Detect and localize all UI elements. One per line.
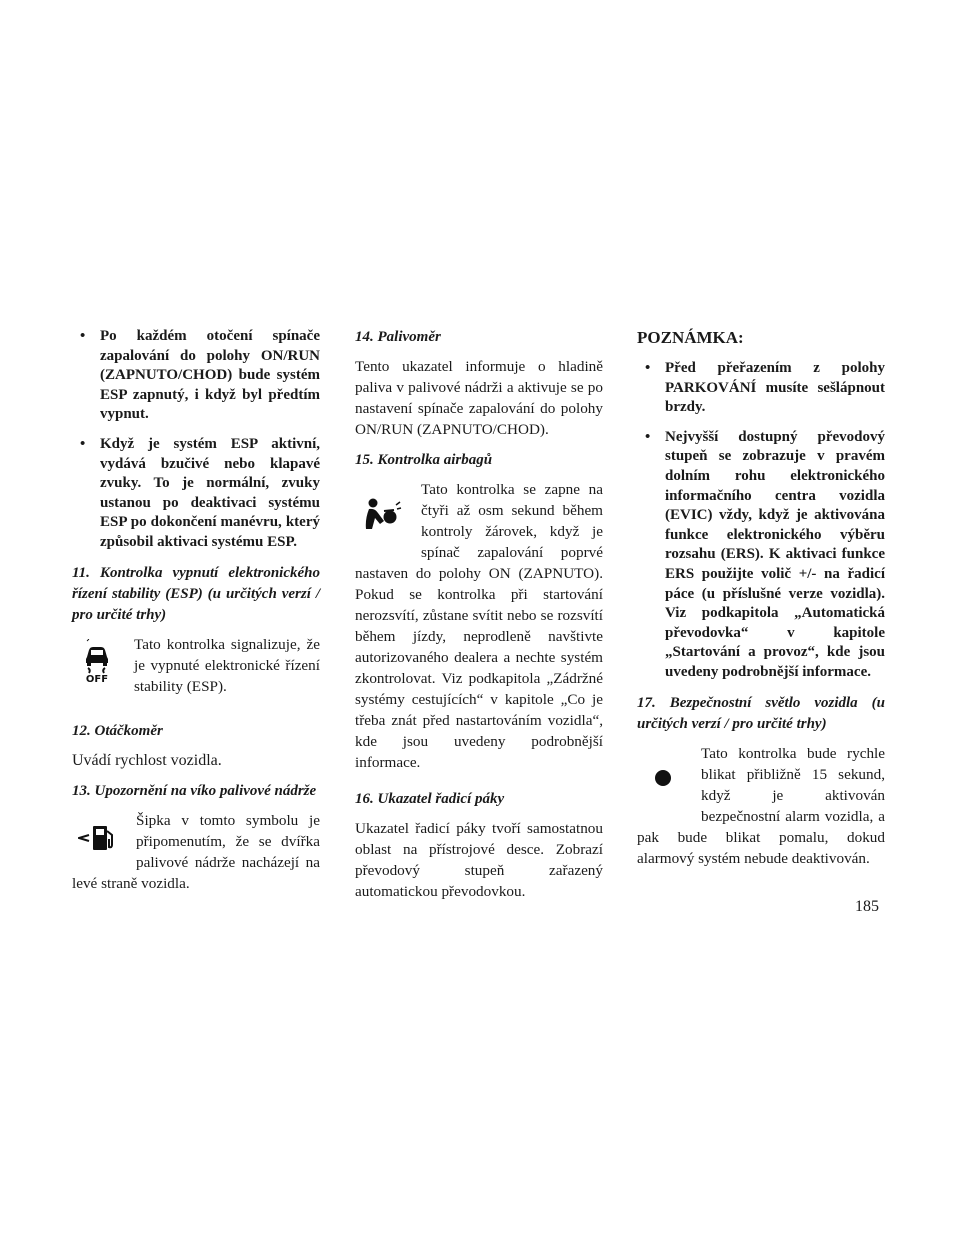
fuel-gauge-heading: 14. Palivoměr xyxy=(355,329,441,345)
esp-off-warning-icon xyxy=(72,634,122,688)
fuelcap-text: Šipka v tomto symbolu je připomenutím, že se dvířka palivové nádrže nacházejí na levé straně vozidla. xyxy=(72,811,320,892)
bullet-text: Když je systém ESP aktivní, vydává bzučivé nebo klapavé zvuky. To je normální, zvuky ustanou po deaktivaci systému ESP po dokončení manévru, který způsobil aktivaci systému ESP. xyxy=(100,435,320,550)
esp-off-text: Tato kontrolka signalizuje, že je vypnuté elektronické řízení stability (ESP). xyxy=(134,635,320,695)
gear-indicator-text: Ukazatel řadicí páky tvoří samostatnou oblast na přístrojové desce. Zobrazí převodový stupeň zařazený automatickou převodovkou. xyxy=(355,820,603,900)
bullet-text: Před přeřazením z polohy PARKOVÁNÍ musíte sešlápnout brzdy. xyxy=(665,360,885,416)
tacho-text: Uvádí rychlost vozidla. xyxy=(72,751,222,769)
note-bullet-2 xyxy=(637,428,885,683)
note-title: POZNÁMKA: xyxy=(637,328,744,347)
bullet-dot: • xyxy=(645,428,651,445)
column-right xyxy=(637,327,885,879)
fuelcap-heading: 13. Upozornění na víko palivové nádrže xyxy=(72,782,317,799)
airbag-heading: 15. Kontrolka airbagů xyxy=(355,452,493,468)
esp-off-heading: 11. Kontrolka vypnutí elektronického řízení stability (ESP) (u určitých verzí / pro určité trhy) xyxy=(72,564,320,623)
esp-bullet-2 xyxy=(72,435,320,553)
airbag-text: Tato kontrolka se zapne na čtyři až osm sekund během kontroly žárovek, když je spínač zapalování poprvé nastaven do polohy ON (ZAPNUTO). Pokud se kontrolka při startování nerozsvítí, zůstane svítit nebo se rozsvítí během jízdy, neprodleně navštivte autorizovaného dealera a nechte systém zkontrolovat. Viz podkapitola „Zádržné systémy cestujících“ v kapitole „Co je třeba znát před nastartováním vozidla“, kde jsou uvedeny podrobnější informace. xyxy=(355,481,603,771)
security-light-text: Tato kontrolka bude rychle blikat přibližně 15 sekund, když je aktivován bezpečnostní alarm vozidla, a pak bude blikat pomalu, dokud alarmový systém nebude deaktivován. xyxy=(637,744,885,867)
column-middle xyxy=(355,327,603,912)
fuel-gauge-text: Tento ukazatel informuje o hladině paliva v palivové nádrži a aktivuje se po nastavení spínače zapalování do polohy ON/RUN (ZAPNUTO/CHOD). xyxy=(355,358,603,438)
page-number: 185 xyxy=(855,898,879,915)
note-bullet-1 xyxy=(637,359,885,418)
bullet-text: Po každém otočení spínače zapalování do polohy ON/RUN (ZAPNUTO/CHOD) bude systém ESP zapnutý, i když byl předtím vypnut. xyxy=(100,328,320,423)
bullet-dot: • xyxy=(80,328,86,344)
security-light-heading: 17. Bezpečnostní světlo vozidla (u určitých verzí / pro určité trhy) xyxy=(637,694,885,732)
bullet-dot: • xyxy=(80,435,86,452)
airbag-warning-icon xyxy=(355,479,409,549)
gear-indicator-heading: 16. Ukazatel řadicí páky xyxy=(355,791,505,807)
column-left xyxy=(72,327,320,904)
tacho-heading: 12. Otáčkoměr xyxy=(72,722,163,739)
fuel-door-indicator-icon xyxy=(72,810,124,866)
esp-off-label: OFF xyxy=(85,673,109,683)
security-light-icon xyxy=(637,743,689,813)
bullet-dot: • xyxy=(645,360,651,376)
esp-bullet-1 xyxy=(72,327,320,425)
bullet-text: Nejvyšší dostupný převodový stupeň se zobrazuje v pravém dolním rohu elektronického informačního centra vozidla (EVIC) vždy, když je aktivována funkce elektronického výběru rozsahu (ERS). K aktivaci funkce ERS použijte volič +/- na řadicí páce (u příslušné verze vozidla). Viz podkapitola „Automatická převodovka“ v kapitole „Startování a provoz“, kde jsou uvedeny podrobnější informace. xyxy=(665,428,885,680)
